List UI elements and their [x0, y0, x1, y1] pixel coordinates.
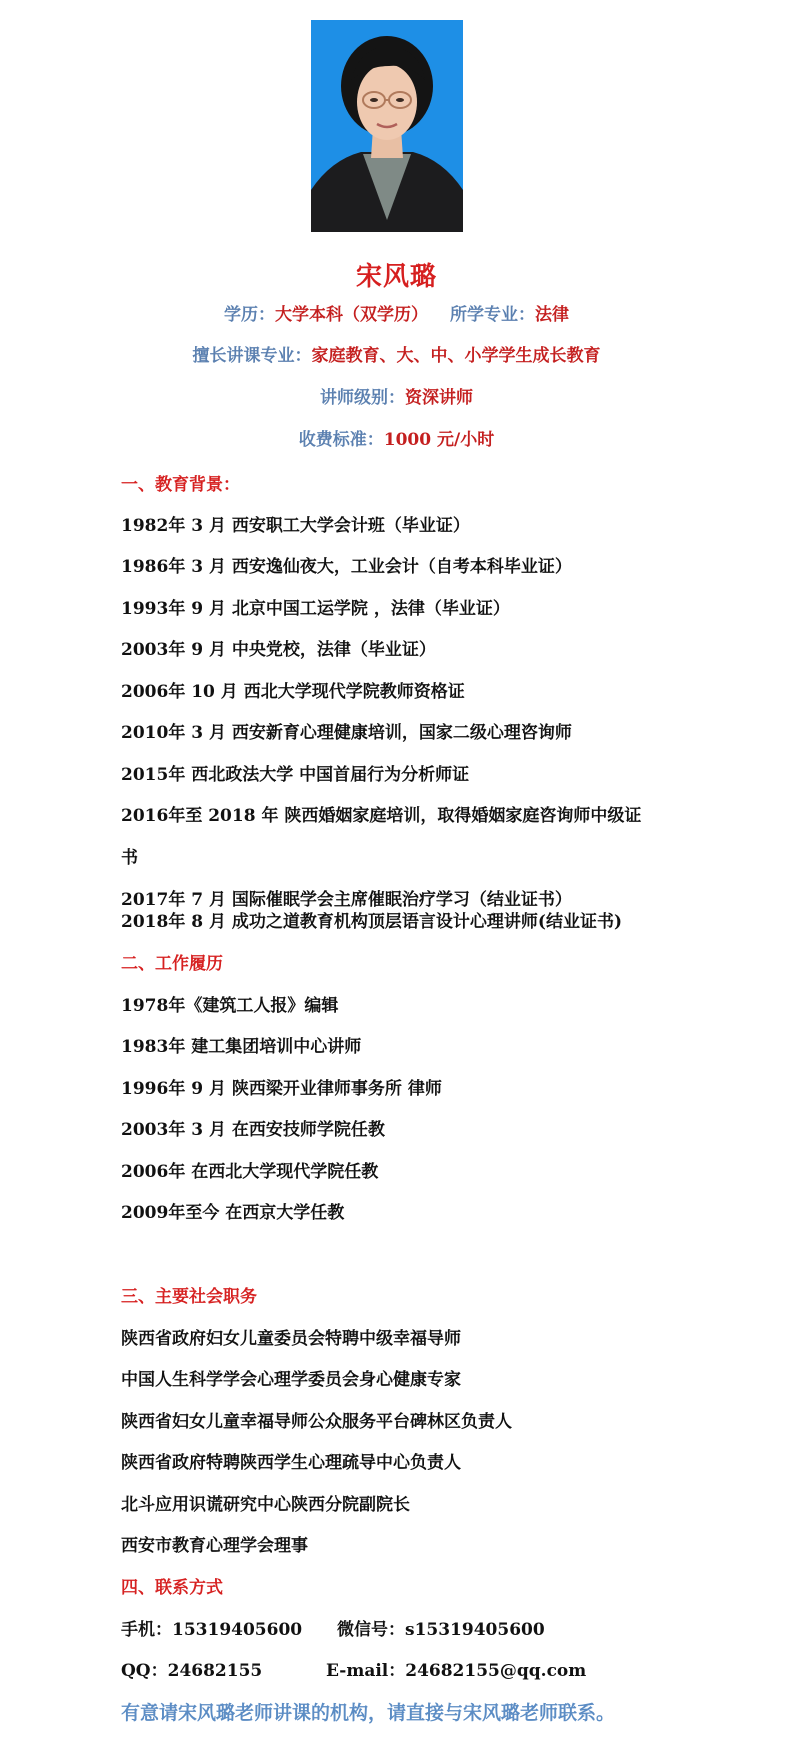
section-title-education: 一、教育背景： [121, 475, 240, 495]
work-item: 2003年 3 月 在西安技师学院任教 [121, 1120, 385, 1140]
education-item: 1993年 9 月 北京中国工运学院 ，法律（毕业证） [121, 599, 510, 619]
level-line [0, 386, 793, 410]
level-value: 资深讲师 [405, 388, 473, 408]
fee-label: 收费标准： [298, 430, 384, 450]
role-item: 西安市教育心理学会理事 [121, 1536, 308, 1556]
section-title-roles: 三、主要社会职务 [121, 1287, 257, 1307]
education-item: 1982年 3 月 西安职工大学会计班（毕业证） [121, 516, 470, 536]
fee-line [0, 428, 793, 452]
education-label: 学历： [224, 305, 275, 325]
section-title-work: 二、工作履历 [121, 954, 223, 974]
education-item: 2010年 3 月 西安新育心理健康培训，国家二级心理咨询师 [121, 723, 572, 743]
teacher-name: 宋风璐 [355, 262, 437, 292]
section-title-contact: 四、联系方式 [121, 1578, 223, 1598]
role-item: 北斗应用识谎研究中心陕西分院副院长 [121, 1495, 410, 1515]
education-item: 2003年 9 月 中央党校，法律（毕业证） [121, 640, 436, 660]
major-value: 法律 [535, 305, 569, 325]
work-item: 2006年 在西北大学现代学院任教 [121, 1162, 379, 1182]
contact-wechat: 微信号：s15319405600 [337, 1620, 545, 1640]
contact-qq: QQ：24682155 [121, 1661, 263, 1681]
role-item: 陕西省政府特聘陕西学生心理疏导中心负责人 [121, 1453, 461, 1473]
contact-phone: 手机：15319405600 [121, 1620, 303, 1640]
role-item: 中国人生科学学会心理学委员会身心健康专家 [121, 1370, 461, 1390]
contact-email: E-mail：24682155@qq.com [326, 1661, 587, 1681]
fee-value: 1000 元/小时 [383, 430, 495, 450]
work-item: 1978年《建筑工人报》编辑 [121, 996, 339, 1016]
portrait-photo [311, 20, 463, 232]
major-label: 所学专业： [450, 305, 535, 325]
level-label: 讲师级别： [320, 388, 405, 408]
specialty-label: 擅长讲课专业： [192, 346, 312, 366]
specialty-line [0, 344, 793, 368]
work-item: 1996年 9 月 陕西梁开业律师事务所 律师 [121, 1079, 442, 1099]
education-item: 1986年 3 月 西安逸仙夜大，工业会计（自考本科毕业证） [121, 557, 572, 577]
role-item: 陕西省妇女儿童幸福导师公众服务平台碑林区负责人 [121, 1412, 512, 1432]
work-item: 2009年至今 在西京大学任教 [121, 1203, 345, 1223]
education-item: 2018年 8 月 成功之道教育机构顶层语言设计心理讲师(结业证书) [121, 912, 622, 932]
education-item: 2017年 7 月 国际催眠学会主席催眠治疗学习（结业证书） [121, 890, 572, 910]
closing-note: 有意请宋风璐老师讲课的机构，请直接与宋风璐老师联系。 [121, 1702, 616, 1724]
specialty-value: 家庭教育、大、中、小学学生成长教育 [311, 346, 601, 366]
role-item: 陕西省政府妇女儿童委员会特聘中级幸福导师 [121, 1329, 461, 1349]
work-item: 1983年 建工集团培训中心讲师 [121, 1037, 362, 1057]
education-item: 2016年至 2018 年 陕西婚姻家庭培训，取得婚姻家庭咨询师中级证 [121, 806, 642, 826]
education-item-continued: 书 [121, 848, 138, 868]
education-value: 大学本科（双学历） [275, 305, 428, 325]
education-item: 2006年 10 月 西北大学现代学院教师资格证 [121, 682, 465, 702]
education-item: 2015年 西北政法大学 中国首届行为分析师证 [121, 765, 470, 785]
education-major-line [0, 303, 793, 327]
